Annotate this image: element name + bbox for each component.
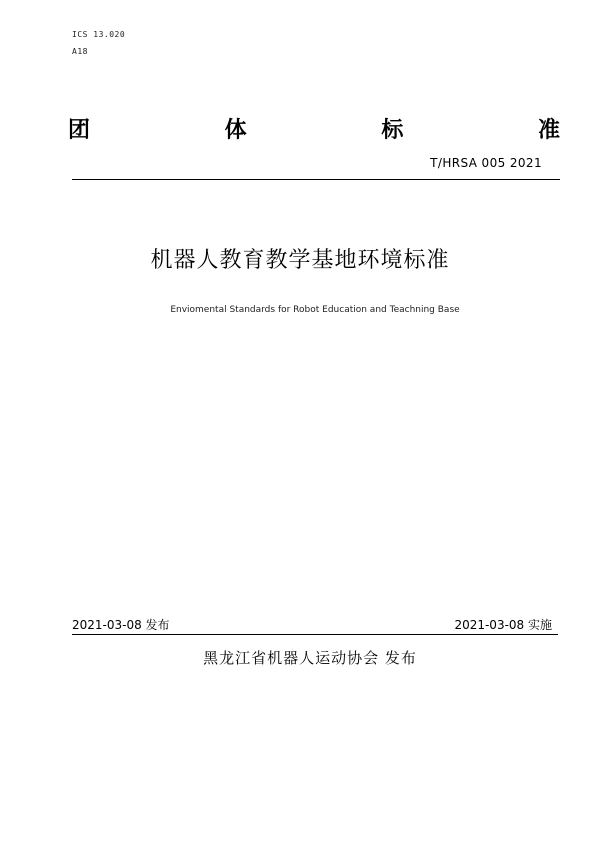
footer-divider bbox=[72, 634, 558, 635]
implementation-date: 2021-03-08 实施 bbox=[454, 618, 552, 632]
standard-type-heading bbox=[68, 116, 560, 146]
issue-date: 2021-03-08 发布 bbox=[72, 618, 170, 632]
standard-type-char: 体 bbox=[224, 118, 247, 143]
document-title-en: Enviomental Standards for Robot Education and Teachning Base bbox=[170, 305, 460, 315]
standard-type-char: 团 bbox=[68, 118, 91, 143]
standard-type-char: 标 bbox=[381, 118, 404, 143]
document-title-zh: 机器人教育教学基地环境标准 bbox=[150, 248, 450, 273]
standard-type-char: 准 bbox=[537, 118, 560, 143]
classification-code: A18 bbox=[72, 47, 88, 56]
header-divider bbox=[72, 179, 560, 180]
publisher: 黑龙江省机器人运动协会 发布 bbox=[203, 649, 417, 667]
standard-number: T/HRSA 005 2021 bbox=[430, 156, 542, 170]
ics-code: ICS 13.020 bbox=[72, 30, 126, 39]
